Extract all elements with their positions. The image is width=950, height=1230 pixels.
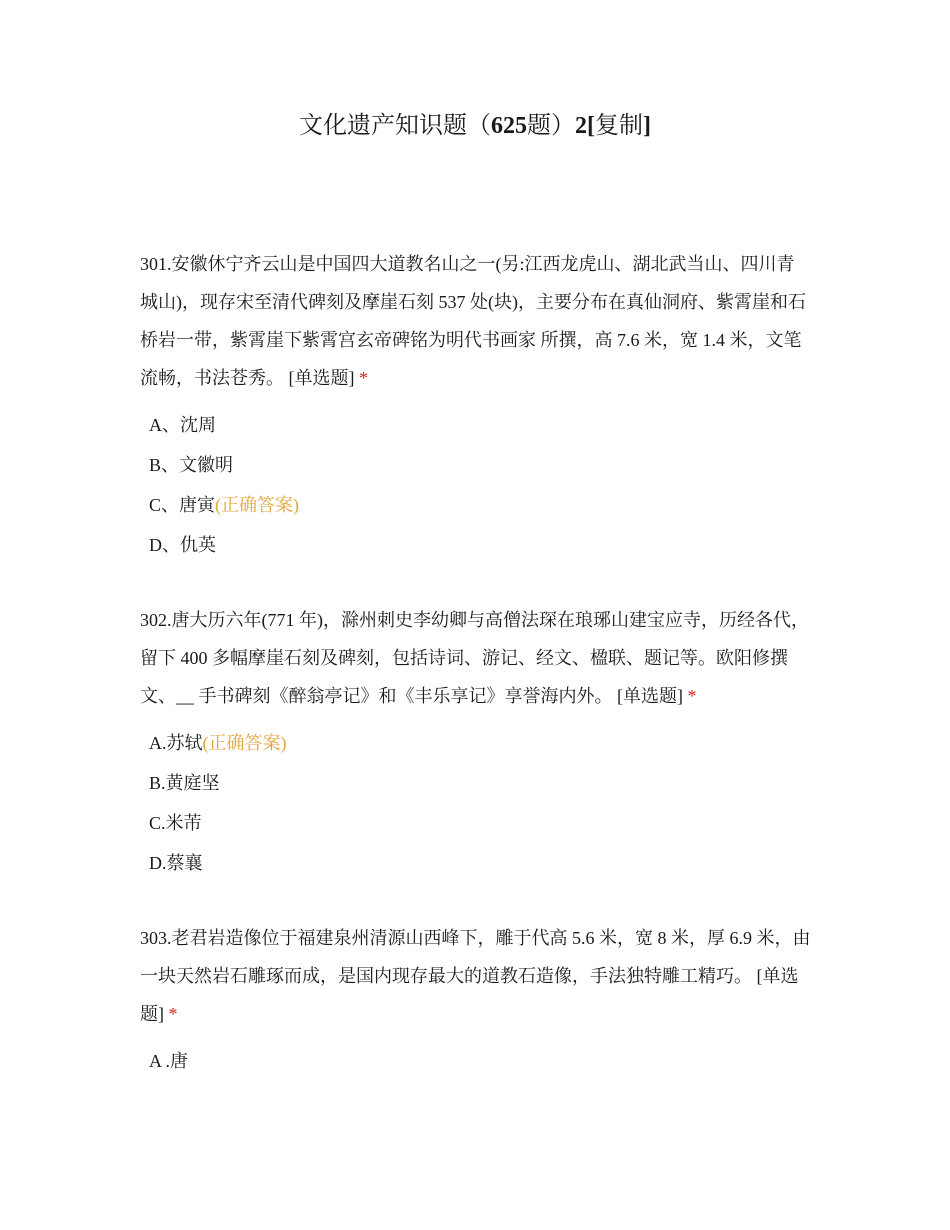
option-item[interactable] [149,445,812,485]
title-text-part: 文化遗产知识题（ [299,113,491,139]
question-type: [单选题] [140,966,799,1024]
option-item[interactable] [149,485,812,525]
option-label: A.苏轼 [149,733,203,753]
question-type: [单选题] [288,368,355,388]
option-label: D、仇英 [149,535,216,555]
options-list [140,405,812,565]
question-text: 302.唐大历六年(771 年)，滁州刺史李幼卿与高僧法琛在琅琊山建宝应寺，历经各代，留下 400 多幅摩崖石刻及碑刻，包括诗词、游记、经文、楹联、题记等。欧阳修撰文、__ 手书碑刻《醉翁亭记》和《丰乐享记》享誉海内外。 [140,610,809,706]
correct-answer-mark: (正确答案) [202,733,287,753]
options-list [140,1041,812,1081]
question-block [140,601,812,883]
question-text-container [140,245,812,397]
required-mark: * [359,368,368,388]
option-item[interactable] [149,843,812,883]
options-list [140,723,812,883]
option-label: B.黄庭坚 [149,773,220,793]
required-mark: * [168,1004,178,1024]
question-text-container [140,601,812,715]
question-block [140,919,812,1081]
question-text-container [140,919,812,1033]
title-question-count: 625 [491,113,527,139]
option-item[interactable] [149,1041,812,1081]
option-item[interactable] [149,525,812,565]
option-label: A、沈周 [149,415,216,435]
question-block [140,245,812,565]
title-text-part: ] [643,113,651,139]
option-item[interactable] [149,723,812,763]
option-item[interactable] [149,803,812,843]
question-text: 303.老君岩造像位于福建泉州清源山西峰下，雕于代高 5.6 米，宽 8 米，厚 6.9 米，由一块天然岩石雕琢而成，是国内现存最大的道教石造像，手法独特雕工精巧。 [140,928,811,986]
option-label: D.蔡襄 [149,853,203,873]
title-text-part: 题） [527,113,575,139]
question-type: [单选题] [617,686,683,706]
correct-answer-mark: (正确答案) [215,495,300,515]
option-item[interactable] [149,763,812,803]
question-text: 301.安徽休宁齐云山是中国四大道教名山之一(另:江西龙虎山、湖北武当山、四川青城山)，现存宋至清代碑刻及摩崖石刻 537 处(块)，主要分布在真仙洞府、紫霄崖和石桥岩一带，紫霄崖下紫霄宫玄帝碑铭为明代书画家 所撰，高 7.6 米，宽 1.4 米，文笔流畅，书法苍秀。 [140,254,806,388]
required-mark: * [687,686,697,706]
title-copy-label: 复制 [595,113,643,139]
page-title [0,108,950,144]
option-label: A .唐 [149,1051,189,1071]
option-label: C、唐寅 [149,495,216,515]
option-label: B、文徽明 [149,455,234,475]
option-label: C.米芾 [149,813,202,833]
title-text-part: 2[ [575,113,595,139]
option-item[interactable] [149,405,812,445]
